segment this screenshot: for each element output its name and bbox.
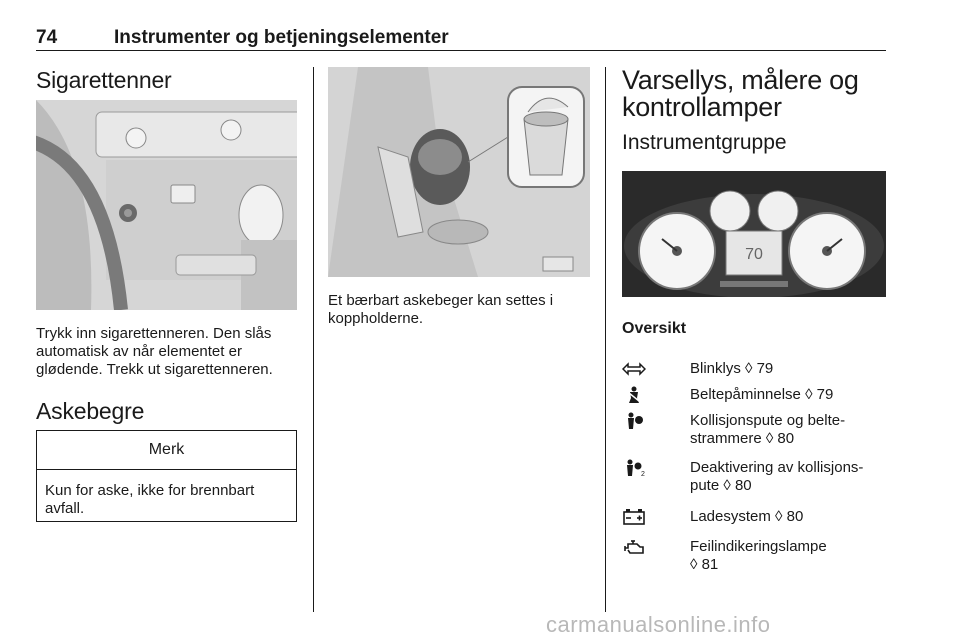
instrument-cluster-illustration bbox=[622, 171, 886, 297]
header-rule bbox=[36, 50, 886, 51]
note-title: Merk bbox=[37, 431, 296, 470]
section-heading-lighter: Sigarettenner bbox=[36, 67, 172, 93]
page-header-title: Instrumenter og betjeningselementer bbox=[114, 27, 449, 48]
paragraph-line: automatisk av når elementet er bbox=[36, 343, 242, 360]
engine-icon bbox=[622, 538, 646, 556]
svg-text:2: 2 bbox=[641, 471, 645, 477]
paragraph-line: Trykk inn sigarettenneren. Den slås bbox=[36, 325, 272, 342]
airbag-off-icon bbox=[622, 459, 646, 477]
note-line: avfall. bbox=[45, 500, 85, 517]
ashtray-illustration bbox=[328, 67, 590, 277]
list-item-text: Ladesystem ◊ 80 bbox=[690, 508, 804, 525]
seatbelt-icon bbox=[622, 386, 646, 404]
lighter-illustration bbox=[36, 100, 297, 310]
chapter-heading-line: Varsellys, målere og bbox=[622, 65, 859, 95]
column-divider bbox=[313, 67, 314, 612]
column-divider bbox=[605, 67, 606, 612]
list-item-text: pute ◊ 80 bbox=[690, 477, 752, 494]
list-item-text: Blinklys ◊ 79 bbox=[690, 360, 774, 377]
paragraph-line: glødende. Trekk ut sigarettenneren. bbox=[36, 361, 273, 378]
note-line: Kun for aske, ikke for brennbart bbox=[45, 482, 255, 499]
page-number: 74 bbox=[36, 27, 58, 48]
chapter-heading-line: kontrollamper bbox=[622, 92, 782, 122]
overview-title: Oversikt bbox=[622, 320, 687, 337]
list-item-text: Beltepåminnelse ◊ 79 bbox=[690, 386, 834, 403]
list-item-text: Kollisjonspute og belte- bbox=[690, 412, 846, 429]
paragraph-line: Et bærbart askebeger kan settes i bbox=[328, 292, 554, 309]
subheading-instrument-cluster: Instrumentgruppe bbox=[622, 131, 787, 154]
section-heading-ashtray: Askebegre bbox=[36, 398, 145, 424]
airbag-icon bbox=[622, 412, 646, 430]
note-box bbox=[36, 430, 297, 522]
list-item-text: strammere ◊ 80 bbox=[690, 430, 795, 447]
turn-signal-icon bbox=[622, 360, 646, 378]
list-item-text: ◊ 81 bbox=[690, 556, 719, 573]
cluster-speed-display: 70 bbox=[745, 246, 763, 263]
list-item-text: Feilindikeringslampe bbox=[690, 538, 827, 555]
paragraph-line: koppholderne. bbox=[328, 310, 424, 327]
list-item-text: Deaktivering av kollisjons- bbox=[690, 459, 864, 476]
watermark: carmanualsonline.info bbox=[546, 612, 771, 637]
battery-icon bbox=[622, 508, 646, 526]
